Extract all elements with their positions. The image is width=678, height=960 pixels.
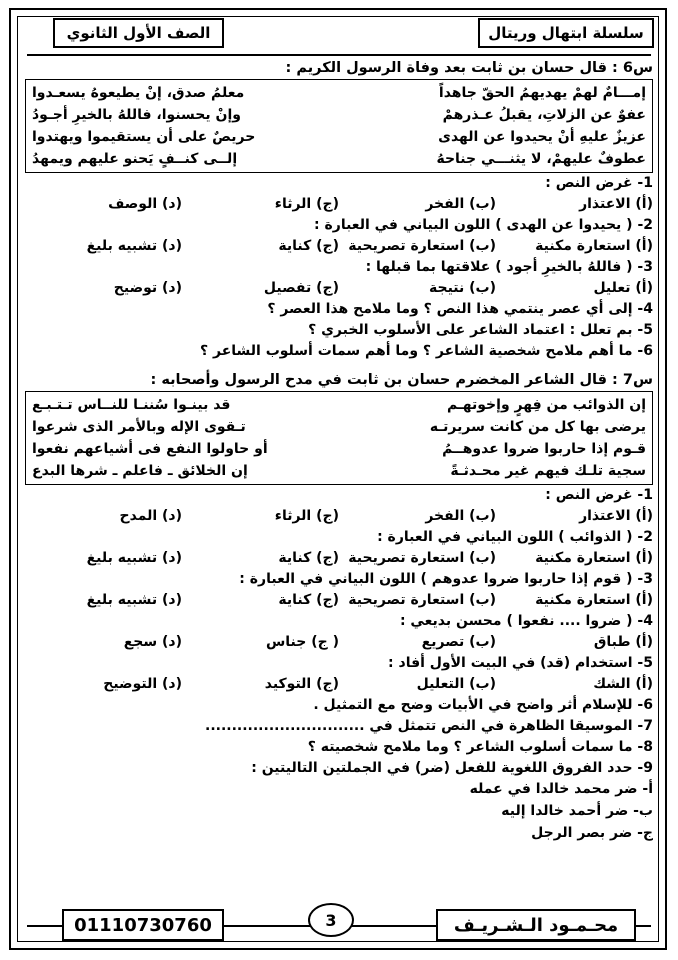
answer-option: (ب) استعارة تصريحية bbox=[348, 238, 496, 254]
answer-options bbox=[25, 278, 653, 299]
verse-first-half: إمـــامٌ لهمْ يهديهمُ الحقّ جاهداً bbox=[438, 85, 646, 101]
answer-option: (أ) الاعتذار bbox=[579, 196, 653, 212]
answer-option: (ج) كناية bbox=[278, 592, 339, 608]
answer-option: (د) المدح bbox=[119, 508, 182, 524]
answer-options bbox=[25, 194, 653, 215]
sub-item: ب- ضر أحمد خالدا إليه bbox=[501, 803, 653, 819]
poem-verse bbox=[32, 126, 646, 148]
poem-verse bbox=[32, 460, 646, 482]
answer-options bbox=[25, 632, 653, 653]
answer-option: (ب) استعارة تصريحية bbox=[348, 592, 496, 608]
answer-option: ( ج) جناس bbox=[265, 634, 339, 650]
question-item: 1- غرض النص : bbox=[545, 487, 653, 503]
question-item: 9- حدد الفروق اللغوية للفعل (ضر) في الجملتين التاليتين : bbox=[251, 760, 653, 776]
answer-option: (ب) نتيجة bbox=[428, 280, 496, 296]
question-item: 5- بم تعلل : اعتماد الشاعر على الأسلوب الخبري ؟ bbox=[308, 322, 653, 338]
answer-option: (ج) الرثاء bbox=[274, 508, 339, 524]
verse-second-half: وإنْ يحسنوا، فاللهُ بالخيرِ أجـودُ bbox=[32, 107, 241, 123]
answer-option: (ب) الفخر bbox=[425, 196, 496, 212]
author-name: محـمـود الـشـريـف bbox=[436, 909, 636, 941]
answer-options bbox=[25, 506, 653, 527]
question-item: 3- ( فاللهُ بالخيرِ أجود ) علاقتها بما قبلها : bbox=[365, 259, 653, 275]
question-item: 6- للإسلام أثر واضح في الأبيات وضح مع التمثيل . bbox=[313, 697, 653, 713]
answer-option: (د) الوصف bbox=[108, 196, 182, 212]
poem-verse bbox=[32, 82, 646, 104]
question-item: 6- ما أهم ملامح شخصية الشاعر ؟ وما أهم سمات أسلوب الشاعر ؟ bbox=[200, 343, 653, 359]
answer-option: (أ) استعارة مكنية bbox=[535, 550, 653, 566]
sub-item: أ- ضر محمد خالدا في عمله bbox=[469, 781, 653, 797]
verse-second-half: تـقوى الإله وبالأمر الذى شرعوا bbox=[32, 419, 246, 435]
verse-second-half: إن الخلائق ـ فاعلم ـ شرها البدع bbox=[32, 463, 248, 479]
verse-second-half: معلمُ صدق، إنْ يطيعوهُ يسعـدوا bbox=[32, 85, 245, 101]
series-title: سلسلة ابتهال وريتال bbox=[478, 18, 654, 48]
page-number: 3 bbox=[308, 903, 354, 937]
poem-verse bbox=[32, 438, 646, 460]
q6-poem-box bbox=[25, 79, 653, 173]
verse-second-half: قد بينـوا سُننـا للنــاس تـتـبـع bbox=[32, 397, 231, 413]
poem-verse bbox=[32, 394, 646, 416]
poem-verse bbox=[32, 104, 646, 126]
q7-items bbox=[25, 485, 653, 779]
answer-option: (ب) التعليل bbox=[416, 676, 496, 692]
answer-option: (ج) تفصيل bbox=[263, 280, 339, 296]
answer-option: (ب) تصريع bbox=[421, 634, 496, 650]
answer-options bbox=[25, 590, 653, 611]
answer-option: (أ) استعارة مكنية bbox=[535, 238, 653, 254]
q7-poem-box bbox=[25, 391, 653, 485]
poem-verse bbox=[32, 148, 646, 170]
header-divider bbox=[27, 54, 651, 56]
answer-option: (ب) استعارة تصريحية bbox=[348, 550, 496, 566]
answer-option: (د) تشبيه بليغ bbox=[86, 550, 182, 566]
answer-option: (أ) الشك bbox=[593, 676, 653, 692]
answer-option: (أ) طباق bbox=[593, 634, 653, 650]
question-item: 4- ( ضروا .... نفعوا ) محسن بديعي : bbox=[399, 613, 653, 629]
answer-option: (د) سجع bbox=[123, 634, 182, 650]
question-item: 3- ( قوم إذا حاربوا ضروا عدوهم ) اللون البياني في العبارة : bbox=[239, 571, 653, 587]
answer-option: (أ) تعليل bbox=[593, 280, 653, 296]
grade-label: الصف الأول الثانوي bbox=[53, 18, 224, 48]
answer-options bbox=[25, 236, 653, 257]
verse-first-half: عطوفٌ عليهمْ، لا يثنـــي جناحهُ bbox=[436, 151, 646, 167]
question-item: 2- ( الذوائب ) اللون البياني في العبارة : bbox=[377, 529, 653, 545]
worksheet-content bbox=[25, 58, 653, 845]
answer-option: (د) تشبيه بليغ bbox=[86, 592, 182, 608]
answer-option: (ج) التوكيد bbox=[264, 676, 339, 692]
question-item: 1- غرض النص : bbox=[545, 175, 653, 191]
phone-number: 01110730760 bbox=[62, 909, 224, 941]
answer-option: (د) تشبيه بليغ bbox=[86, 238, 182, 254]
verse-second-half: أو حاولوا النفع فى أشياعهم نفعوا bbox=[32, 441, 268, 457]
answer-option: (ب) الفخر bbox=[425, 508, 496, 524]
answer-option: (ج) كناية bbox=[278, 238, 339, 254]
answer-option: (د) التوضيح bbox=[103, 676, 182, 692]
question-item: 4- إلى أي عصر ينتمي هذا النص ؟ وما ملامح هذا العصر ؟ bbox=[267, 301, 653, 317]
question-item: 8- ما سمات أسلوب الشاعر ؟ وما ملامح شخصيته ؟ bbox=[307, 739, 653, 755]
q7-sub-items bbox=[25, 779, 653, 845]
verse-first-half: عزيزٌ عليهِ أنْ يحيدوا عن الهدى bbox=[438, 129, 646, 145]
verse-second-half: إلــى كنــفٍ يَحنو عليهم ويمهدُ bbox=[32, 151, 238, 167]
q6-items bbox=[25, 173, 653, 362]
q7-title: س7 : قال الشاعر المخضرم حسان بن ثابت في مدح الرسول وأصحابه : bbox=[150, 372, 653, 388]
poem-verse bbox=[32, 416, 646, 438]
answer-option: (ج) الرثاء bbox=[274, 196, 339, 212]
question-item: 5- استخدام (قد) في البيت الأول أفاد : bbox=[388, 655, 653, 671]
question-item: 2- ( يحيدوا عن الهدى ) اللون البياني في العبارة : bbox=[314, 217, 653, 233]
answer-option: (د) توضيح bbox=[113, 280, 182, 296]
sub-item: ج- ضر بصر الرجل bbox=[531, 825, 653, 841]
q6-title: س6 : قال حسان بن ثابت بعد وفاة الرسول الكريم : bbox=[285, 60, 653, 76]
answer-option: (ج) كناية bbox=[278, 550, 339, 566]
answer-options bbox=[25, 548, 653, 569]
verse-first-half: سجية تلـك فيهم غير محـدثـةً bbox=[450, 463, 646, 479]
verse-first-half: إن الذوائب من فِهرٍ وإخوتهـم bbox=[447, 397, 646, 413]
answer-options bbox=[25, 674, 653, 695]
verse-second-half: حريصٌ على أن يستقيموا ويهتدوا bbox=[32, 129, 256, 145]
question-item: 7- الموسيقا الظاهرة في النص تتمثل في .............................. bbox=[205, 718, 653, 734]
answer-option: (أ) الاعتذار bbox=[579, 508, 653, 524]
verse-first-half: يرضى بها كل من كانت سريرتـه bbox=[429, 419, 646, 435]
answer-option: (أ) استعارة مكنية bbox=[535, 592, 653, 608]
verse-first-half: عفوٌ عن الزلاتِ، يقبلُ عـذرهمْ bbox=[442, 107, 646, 123]
verse-first-half: قـوم إذا حاربوا ضروا عدوهــمُ bbox=[442, 441, 646, 457]
